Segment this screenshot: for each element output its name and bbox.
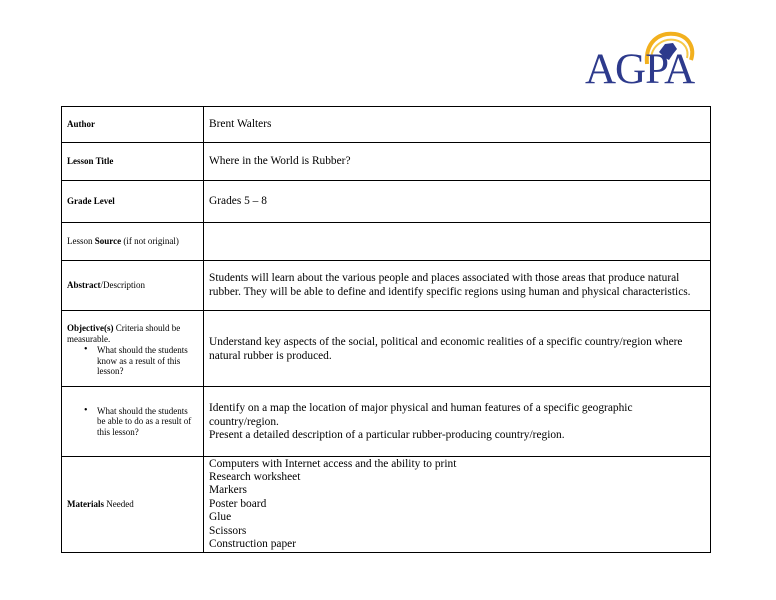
abstract-label-rest: /Description xyxy=(100,280,145,290)
abstract-label-bold: Abstract xyxy=(67,280,101,290)
objective-question-do: • What should the students be able to do as a result of this lesson? xyxy=(97,406,198,438)
lesson-title-value: Where in the World is Rubber? xyxy=(204,143,711,181)
materials-item: Markers xyxy=(209,484,247,497)
lesson-title-label: Lesson Title xyxy=(62,143,204,181)
objectives-do-line-2: Present a detailed description of a particular rubber-producing country/region. xyxy=(209,429,565,442)
materials-list xyxy=(204,457,711,553)
objectives-label-bold: Objective(s) xyxy=(67,323,114,334)
materials-item: Poster board xyxy=(209,497,267,510)
objectives-do-label xyxy=(62,387,204,457)
logo-letters: AGPA xyxy=(585,46,695,93)
materials-item: Research worksheet xyxy=(209,470,301,483)
lesson-source-value xyxy=(204,223,711,261)
row-objectives-do xyxy=(62,387,711,457)
objectives-do-value xyxy=(204,387,711,457)
source-label-bold: Source xyxy=(94,236,122,246)
objective-question-know: • What should the students know as a result of this lesson? xyxy=(97,345,198,377)
lesson-plan-table xyxy=(61,106,711,553)
objectives-do-line-1: Identify on a map the location of major physical and human features of a specific geographic country/region. xyxy=(209,402,633,428)
author-value: Brent Walters xyxy=(204,107,711,143)
row-objectives-know xyxy=(62,311,711,387)
materials-label-bold: Materials xyxy=(67,499,104,509)
materials-item: Computers with Internet access and the ability to print xyxy=(209,457,457,470)
objectives-label xyxy=(62,311,204,387)
row-lesson-title xyxy=(62,143,711,181)
logo-text xyxy=(585,48,694,91)
lesson-source-label xyxy=(62,223,204,261)
source-label-prefix: Lesson xyxy=(67,236,93,246)
grade-level-label: Grade Level xyxy=(62,181,204,223)
row-lesson-source xyxy=(62,223,711,261)
objectives-question-list-2 xyxy=(67,406,198,438)
materials-label xyxy=(62,457,204,553)
objectives-question-list xyxy=(67,345,198,377)
materials-item: Scissors xyxy=(209,524,247,537)
materials-label-rest: Needed xyxy=(106,499,134,509)
grade-level-value: Grades 5 – 8 xyxy=(204,181,711,223)
agpa-logo xyxy=(585,30,715,92)
objectives-label-rest: Criteria should be measurable. xyxy=(67,323,181,345)
row-abstract xyxy=(62,261,711,311)
abstract-value: Students will learn about the various people and places associated with those areas that produce natural rubber. They will be able to define and identify specific regions using human and physical characteristics. xyxy=(204,261,711,311)
materials-item: Glue xyxy=(209,511,232,524)
abstract-label xyxy=(62,261,204,311)
materials-item: Construction paper xyxy=(209,538,296,551)
row-author xyxy=(62,107,711,143)
source-label-suffix: (if not original) xyxy=(123,236,179,246)
author-label: Author xyxy=(62,107,204,143)
objectives-know-value: Understand key aspects of the social, political and economic realities of a specific country/region where natural rubber is produced. xyxy=(204,311,711,387)
row-materials xyxy=(62,457,711,553)
row-grade-level xyxy=(62,181,711,223)
